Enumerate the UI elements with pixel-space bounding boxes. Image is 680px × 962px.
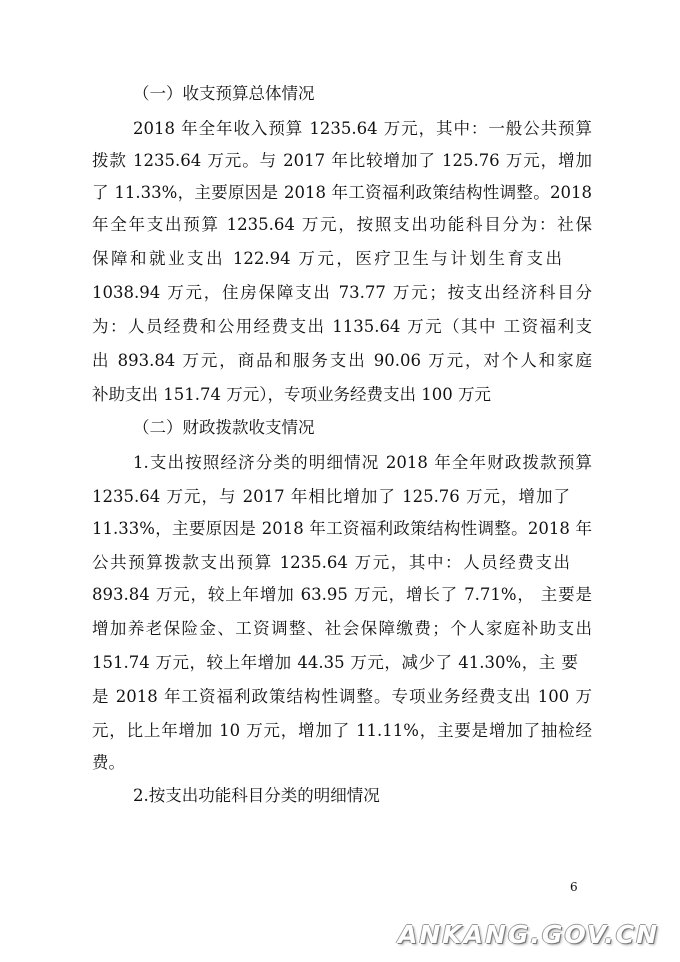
paragraph-line: 拨款 1235.64 万元。与 2017 年比较增加了 125.76 万元，增加 <box>92 151 592 170</box>
paragraph-line: 公共预算拨款支出预算 1235.64 万元，其中：人员经费支出 <box>92 553 570 572</box>
paragraph-line: 1235.64 万元，与 2017 年相比增加了 125.76 万元，增加了 <box>92 487 570 506</box>
section-heading-1: （一）收支预算总体情况 <box>133 84 315 103</box>
paragraph-line: 1038.94 万元，住房保障支出 73.77 万元；按支出经济科目分 <box>92 283 592 302</box>
paragraph-line: 元，比上年增加 10 万元，增加了 11.11%，主要是增加了抽检经 <box>92 721 592 740</box>
paragraph-line: 1.支出按照经济分类的明细情况 2018 年全年财政拨款预算 <box>133 453 592 472</box>
paragraph-line: 893.84 万元，较上年增加 63.95 万元，增长了 7.71%， 主要是 <box>92 585 592 604</box>
paragraph-line: 151.74 万元，较上年增加 44.35 万元，减少了 41.30%，主 要 <box>92 653 578 672</box>
paragraph-line: 出 893.84 万元，商品和服务支出 90.06 万元，对个人和家庭 <box>92 351 592 370</box>
paragraph-line: 了 11.33%，主要原因是 2018 年工资福利政策结构性调整。2018 <box>92 183 592 202</box>
page-number: 6 <box>570 880 578 894</box>
paragraph-line: 11.33%，主要原因是 2018 年工资福利政策结构性调整。2018 年 <box>92 519 592 538</box>
paragraph-line: 补助支出 151.74 万元），专项业务经费支出 100 万元 <box>92 385 491 404</box>
paragraph-line: 为：人员经费和公用经费支出 1135.64 万元（其中 工资福利支 <box>92 317 592 336</box>
subsection-heading: 2.按支出功能科目分类的明细情况 <box>133 786 380 805</box>
paragraph-line: 2018 年全年收入预算 1235.64 万元，其中：一般公共预算 <box>133 119 592 138</box>
paragraph-line: 费。 <box>92 753 125 772</box>
site-watermark: ANKANG.GOV.CN <box>398 920 660 949</box>
section-heading-2: （二）财政拨款收支情况 <box>133 418 315 437</box>
paragraph-line: 是 2018 年工资福利政策结构性调整。专项业务经费支出 100 万 <box>92 687 592 706</box>
paragraph-line: 年全年支出预算 1235.64 万元，按照支出功能科目分为：社保 <box>92 215 592 234</box>
paragraph-line: 增加养老保险金、工资调整、社会保障缴费；个人家庭补助支出 <box>92 619 592 638</box>
paragraph-line: 保障和就业支出 122.94 万元，医疗卫生与计划生育支出 <box>92 249 562 268</box>
